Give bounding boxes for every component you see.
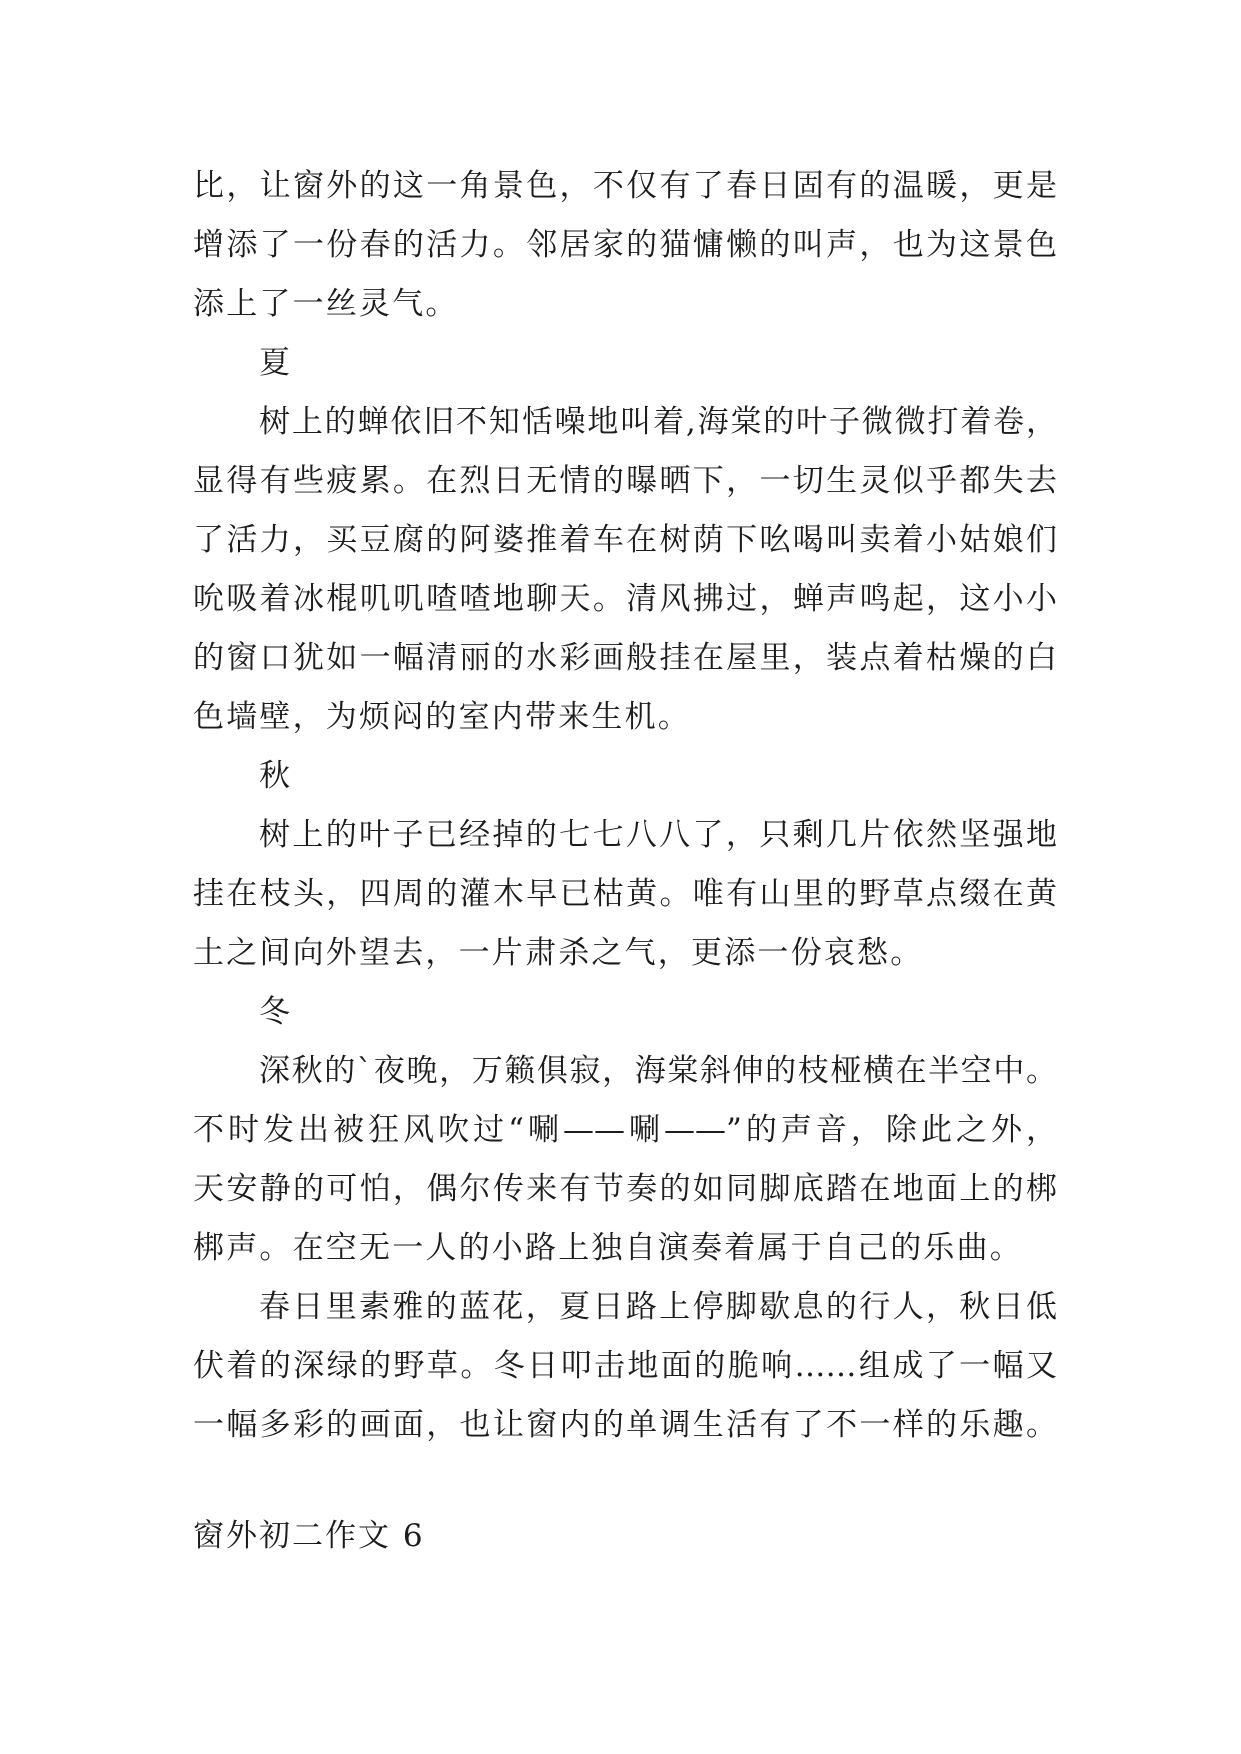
document-body — [193, 157, 1057, 1566]
text-line: 挂在枝头，四周的灌木早已枯黄。唯有山里的野草点缀在黄 — [193, 876, 1057, 912]
text-line: 春日里素雅的蓝花，夏日路上停脚歇息的行人，秋日低 — [259, 1289, 1057, 1325]
text-line: 色墙壁，为烦闷的室内带来生机。 — [193, 699, 691, 735]
section-heading-autumn: 秋 — [259, 758, 293, 794]
text-line: 一幅多彩的画面，也让窗内的单调生活有了不一样的乐趣。 — [193, 1407, 1057, 1443]
paragraph-winter — [193, 1042, 1057, 1278]
text-line: 伏着的深绿的野草。冬日叩击地面的脆响……组成了一幅又 — [193, 1348, 1057, 1384]
text-line: 的窗口犹如一幅清丽的水彩画般挂在屋里，装点着枯燥的白 — [193, 640, 1057, 676]
next-essay-title: 窗外初二作文 6 — [193, 1518, 425, 1554]
paragraph-summer — [193, 393, 1057, 747]
paragraph-conclusion — [193, 1278, 1057, 1455]
paragraph-intro — [193, 157, 1057, 334]
text-line: 天安静的可怕，偶尔传来有节奏的如同脚底踏在地面上的梆 — [193, 1171, 1057, 1207]
text-line: 了活力，买豆腐的阿婆推着车在树荫下吆喝叫卖着小姑娘们 — [193, 522, 1057, 558]
text-line: 深秋的`夜晚，万籁俱寂，海棠斜伸的枝桠横在半空中。 — [259, 1053, 1057, 1089]
text-line: 土之间向外望去，一片肃杀之气，更添一份哀愁。 — [193, 935, 924, 971]
text-line: 不时发出被狂风吹过“唰——唰——”的声音，除此之外， — [193, 1112, 1057, 1148]
text-line: 梆声。在空无一人的小路上独自演奏着属于自己的乐曲。 — [193, 1230, 1023, 1266]
section-heading-winter: 冬 — [259, 994, 293, 1030]
text-line: 树上的叶子已经掉的七七八八了，只剩几片依然坚强地 — [259, 817, 1057, 853]
text-line: 增添了一份春的活力。邻居家的猫慵懒的叫声，也为这景色 — [193, 227, 1057, 263]
text-line: 树上的蝉依旧不知恬噪地叫着,海棠的叶子微微打着卷， — [259, 404, 1057, 440]
section-heading-summer: 夏 — [259, 345, 293, 381]
text-line: 添上了一丝灵气。 — [193, 286, 459, 322]
text-line: 比，让窗外的这一角景色，不仅有了春日固有的温暖，更是 — [193, 168, 1057, 204]
text-line: 吮吸着冰棍叽叽喳喳地聊天。清风拂过，蝉声鸣起，这小小 — [193, 581, 1057, 617]
text-line: 显得有些疲累。在烈日无情的曝晒下，一切生灵似乎都失去 — [193, 463, 1057, 499]
paragraph-autumn — [193, 806, 1057, 983]
